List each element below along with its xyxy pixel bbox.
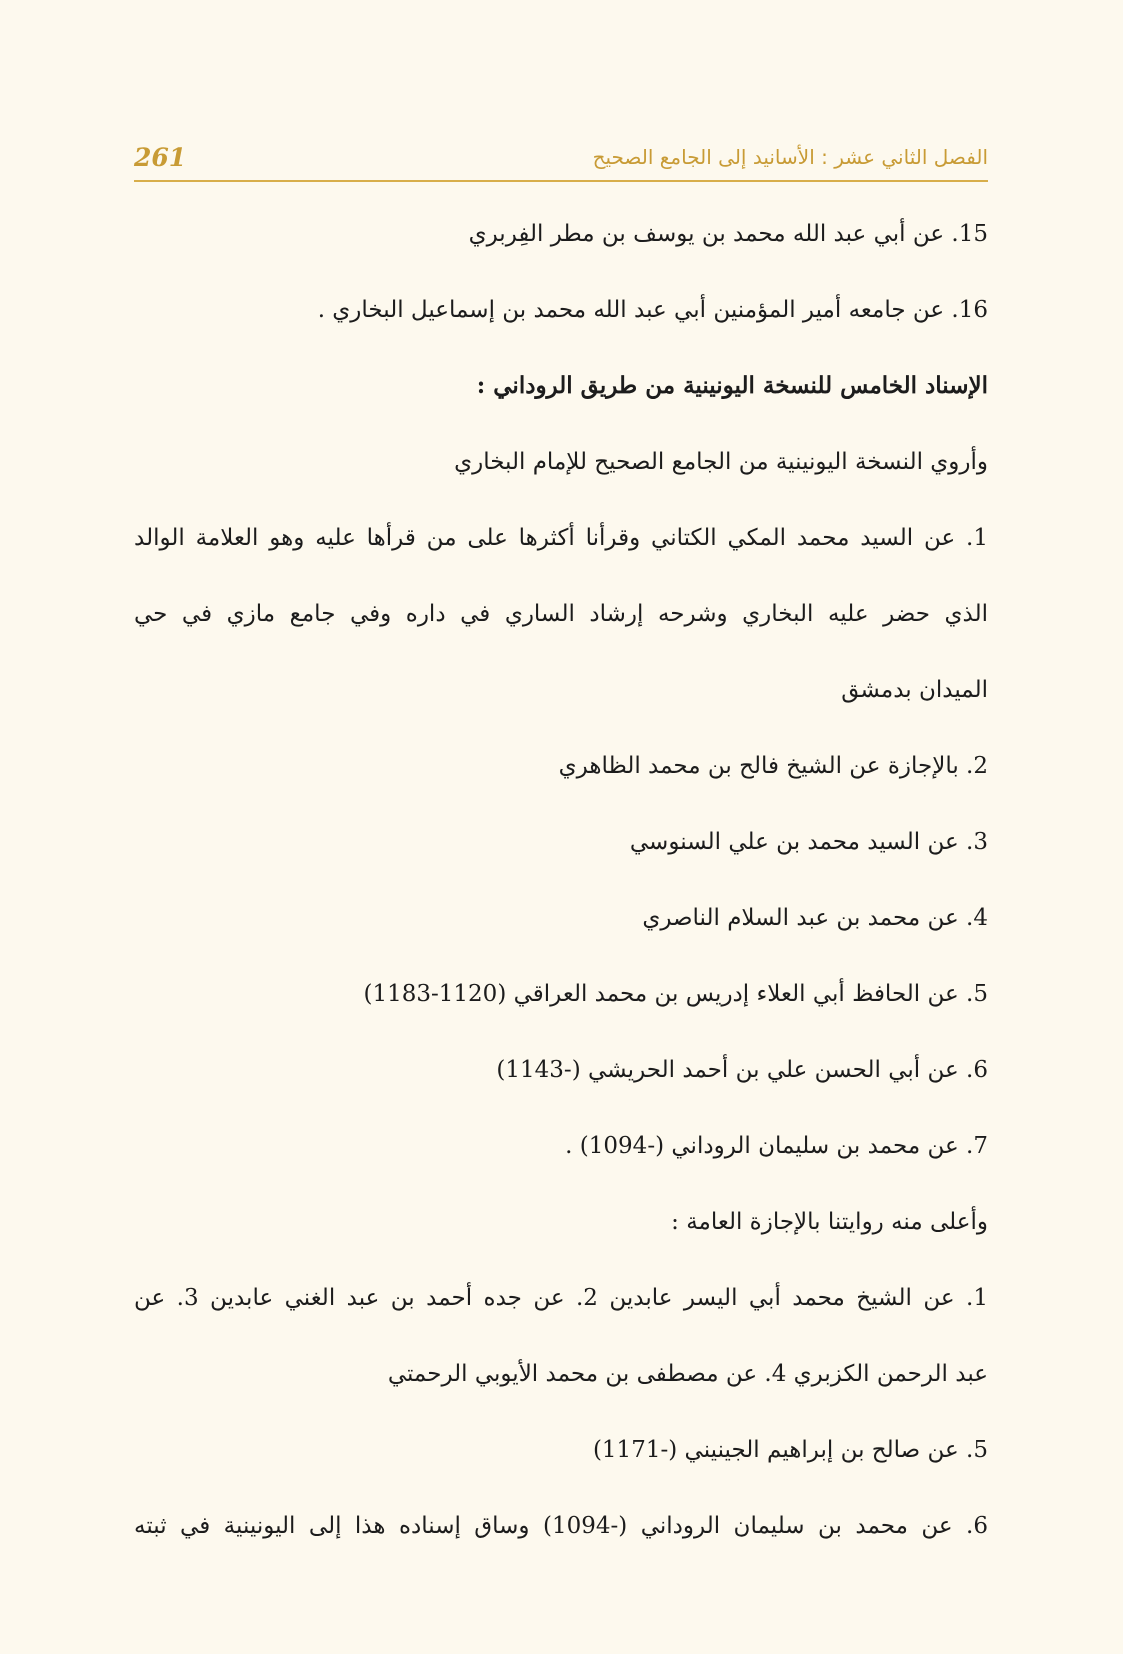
text-line: 16. عن جامعه أمير المؤمنين أبي عبد الله محمد بن إسماعيل البخاري .	[317, 297, 988, 323]
text-line: الميدان بدمشق	[841, 677, 988, 703]
text-line: عبد الرحمن الكزبري 4. عن مصطفى بن محمد الأيوبي الرحمتي	[387, 1361, 988, 1387]
page-body	[134, 196, 988, 1564]
text-line: 15. عن أبي عبد الله محمد بن يوسف بن مطر الفِربري	[468, 221, 988, 247]
running-header	[134, 134, 988, 182]
text-line: الذي حضر عليه البخاري وشرحه إرشاد الساري في داره وفي جامع مازي في حي	[134, 601, 988, 627]
text-line: 1. عن السيد محمد المكي الكتاني وقرأنا أكثرها على من قرأها عليه وهو العلامة الوالد	[134, 525, 988, 551]
text-line: وأروي النسخة اليونينية من الجامع الصحيح للإمام البخاري	[454, 449, 988, 475]
text-line: 3. عن السيد محمد بن علي السنوسي	[629, 829, 988, 855]
text-line: 5. عن صالح بن إبراهيم الجينيني (-1171)	[592, 1437, 988, 1463]
page-number: 261	[134, 142, 187, 172]
text-line: 6. عن محمد بن سليمان الروداني (-1094) وساق إسناده هذا إلى اليونينية في ثبته	[134, 1513, 988, 1539]
section-heading: الإسناد الخامس للنسخة اليونينية من طريق الروداني :	[476, 372, 988, 399]
text-line: وأعلى منه روايتنا بالإجازة العامة :	[671, 1209, 988, 1235]
text-line: 1. عن الشيخ محمد أبي اليسر عابدين 2. عن جده أحمد بن عبد الغني عابدين 3. عن	[134, 1285, 988, 1311]
text-line: 2. بالإجازة عن الشيخ فالح بن محمد الظاهري	[558, 753, 988, 779]
text-line: 5. عن الحافظ أبي العلاء إدريس بن محمد العراقي (1120-1183)	[363, 981, 988, 1007]
book-page	[134, 0, 988, 1654]
chapter-title: الفصل الثاني عشر : الأسانيد إلى الجامع الصحيح	[592, 145, 988, 169]
text-line: 7. عن محمد بن سليمان الروداني (-1094) .	[565, 1133, 988, 1159]
text-line: 4. عن محمد بن عبد السلام الناصري	[642, 905, 988, 931]
text-line: 6. عن أبي الحسن علي بن أحمد الحريشي (-1143)	[496, 1057, 988, 1083]
